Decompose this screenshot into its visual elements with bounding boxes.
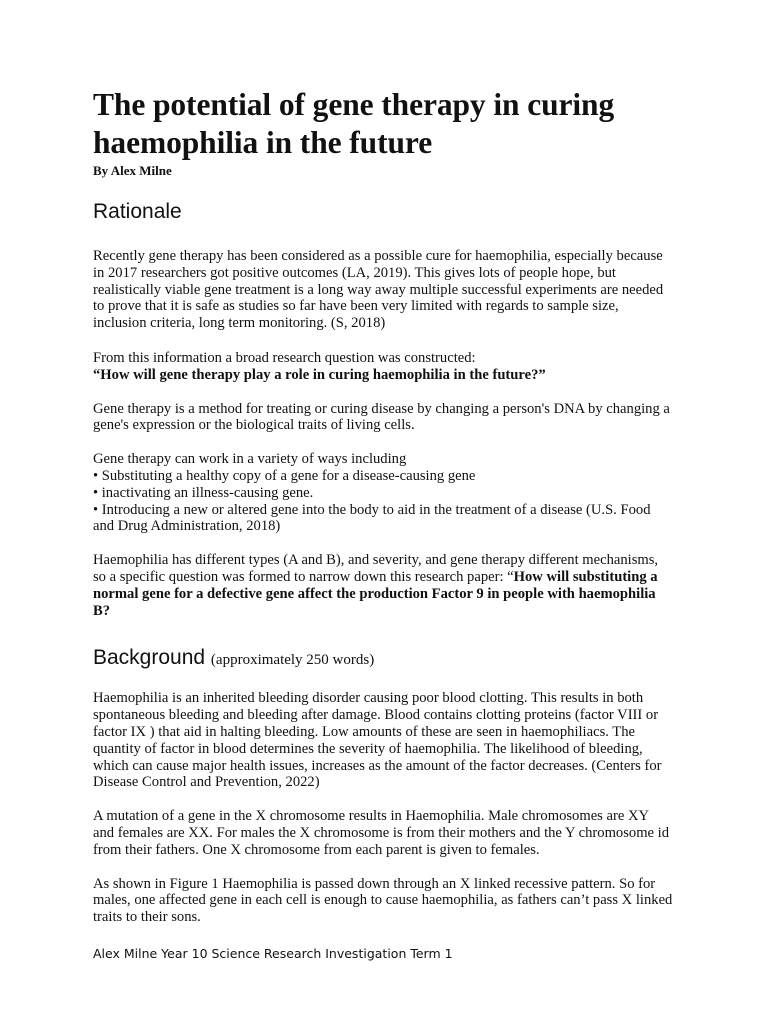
background-heading-text: Background [93, 646, 206, 670]
method-bullet-3: • Introducing a new or altered gene into the body to aid in the treatment of a disease (U.S. Food and Drug Administration, 2018) [93, 501, 651, 535]
background-heading [93, 645, 673, 673]
background-paragraph-2: A mutation of a gene in the X chromosome results in Haemophilia. Male chromosomes are XY and females are XX. For males the X chromosome is from their mothers and the Y chromosome id from their fathers. One X chromosome from each parent is given to females. [93, 808, 670, 858]
page-footer: Alex Milne Year 10 Science Research Investigation Term 1 [93, 946, 453, 961]
methods-intro: Gene therapy can work in a variety of ways including [93, 451, 407, 468]
author-byline: By Alex Milne [93, 163, 172, 178]
specific-question-paragraph [93, 552, 673, 619]
document-title [93, 86, 673, 162]
title-line-1: The potential of gene therapy in curing [93, 87, 615, 122]
rationale-heading: Rationale [93, 200, 182, 223]
research-question-intro: From this information a broad research question was constructed: [93, 349, 476, 366]
method-bullet-2: • inactivating an illness-causing gene. [93, 484, 314, 501]
research-question-block [93, 350, 673, 384]
document-body [93, 86, 673, 926]
method-bullet-1: • Substituting a healthy copy of a gene for a disease-causing gene [93, 467, 476, 484]
gene-therapy-definition: Gene therapy is a method for treating or curing disease by changing a person's DNA by changing a gene's expression or the biological traits of living cells. [93, 400, 670, 434]
background-paragraph-1: Haemophilia is an inherited bleeding disorder causing poor blood clotting. This results in both spontaneous bleeding and bleeding after damage. Blood contains clotting proteins (factor VIII or factor IX ) that aid in halting bleeding. Low amounts of these are seen in haemophiliacs. The quantity of factor in blood determines the severity of haemophilia. The likelihood of bleeding, which can cause major health issues, increases as the amount of the factor decreases. (Centers for Disease Control and Prevention, 2022) [93, 690, 662, 791]
title-line-2: haemophilia in the future [93, 125, 433, 160]
broad-research-question: “How will gene therapy play a role in curing haemophilia in the future?” [93, 366, 546, 383]
gene-therapy-methods [93, 451, 673, 535]
background-paragraph-3: As shown in Figure 1 Haemophilia is passed down through an X linked recessive pattern. So for males, one affected gene in each cell is enough to cause haemophilia, as fathers can’t pass X linked traits to their sons. [93, 875, 673, 926]
specific-research-question: How will substituting a normal gene for a defective gene affect the production Factor 9 in people with haemophilia B? [93, 568, 658, 619]
background-word-count-note: (approximately 250 words) [210, 652, 375, 669]
rationale-paragraph-1: Recently gene therapy has been considered as a possible cure for haemophilia, especially because in 2017 researchers got positive outcomes (LA, 2019). This gives lots of people hope, but realistically viable gene treatment is a long way away multiple successful experiments are needed to prove that it is safe as studies so far have been very limited with regards to sample size, inclusion criteria, long term monitoring. (S, 2018) [93, 248, 664, 332]
specific-question-lead: Haemophilia has different types (A and B), and severity, and gene therapy different mechanisms, so a specific question was formed to narrow down this research paper: “ [93, 552, 659, 585]
